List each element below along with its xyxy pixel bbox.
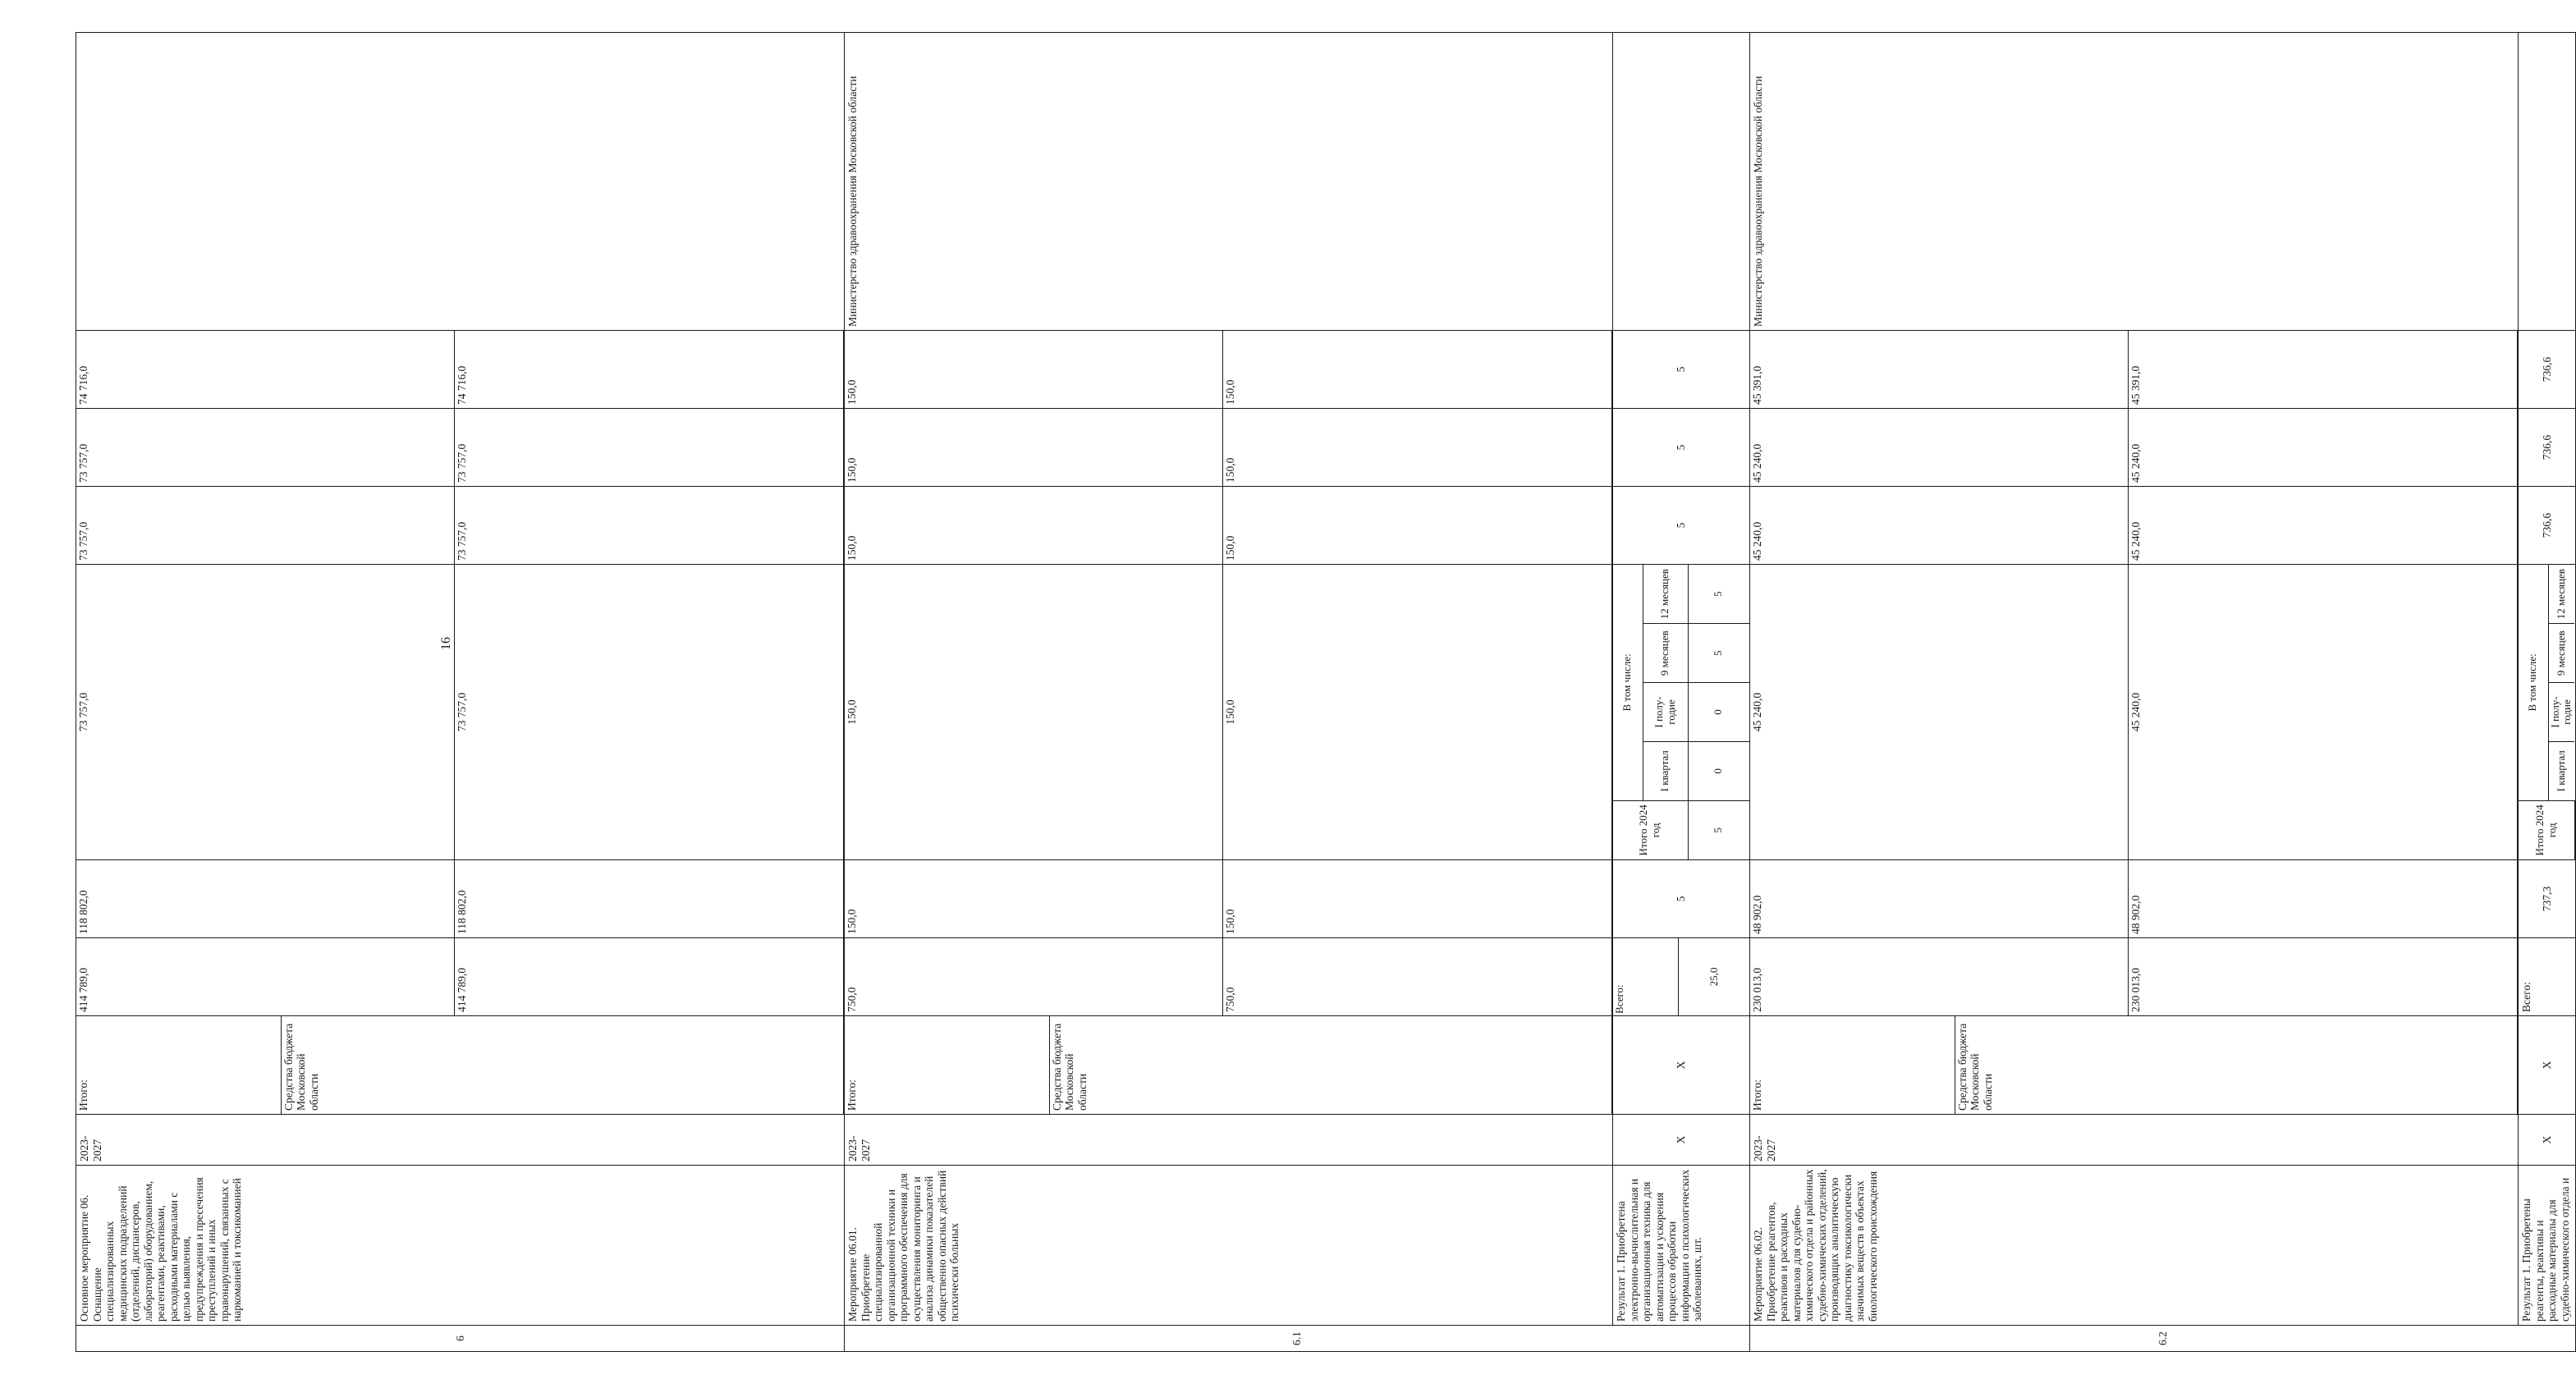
- event-name: Мероприятие 06.01. Приобретение специализированной организационной техники и программного обеспечения для осуществления мониторинга и анализа динамики показателей общественно опасных действий психически больных: [845, 1166, 1613, 1326]
- result-name: Результат 1. Приобретены реагенты, реактивы и расходные материалы для судебно-химического отдела и: [2519, 1166, 2576, 1326]
- amount-2023: 150,0 150,0: [845, 860, 1613, 938]
- responsible: [76, 33, 845, 331]
- responsible: Министерство здравоохранения Московской области: [845, 33, 1613, 331]
- rotated-table: [76, 33, 2574, 1352]
- table-row: [1613, 33, 1750, 1352]
- result-2023: 737,3: [2519, 860, 2576, 938]
- funding-source: Итого: Средства бюджета Московской области: [1750, 1016, 2519, 1115]
- amount-2027: 74 716,0 74 716,0: [76, 331, 845, 409]
- row-number: 6.2: [1750, 1326, 2576, 1352]
- result-2026: 5: [1613, 409, 1750, 487]
- page-number: 16: [439, 637, 453, 650]
- event-years: 2023-2027: [845, 1115, 1613, 1166]
- amount-2023: 48 902,0 48 902,0: [1750, 860, 2519, 938]
- result-2026: 736,6: [2519, 409, 2576, 487]
- result-2024-breakdown: Итого 2024 год В том числе: I квартал I полу-годие 9 месяцев 12 месяцев 5 0 0 5 5: [1613, 565, 1750, 860]
- amount-2024: 73 757,0 73 757,0: [76, 565, 845, 860]
- amount-2023: 118 802,0 118 802,0: [76, 860, 845, 938]
- event-name: Мероприятие 06.02. Приобретение реагентов, реактивов и расходных материалов для судебно-химического отдела и районных судебно-химических отделений, производящих аналитическую диагностику токсикологически значимых веществ в объектах биологического происхождения: [1750, 1166, 2519, 1326]
- amount-2027: 45 391,0 45 391,0: [1750, 331, 2519, 409]
- table-row: [2519, 33, 2576, 1352]
- result-2024-breakdown: Итого 2024 год В том числе: I квартал I полу-годие 9 месяцев 12 месяцев: [2519, 565, 2576, 860]
- row-number: 6: [76, 1326, 845, 1352]
- result-source: X: [2519, 1016, 2576, 1115]
- amount-2026: 45 240,0 45 240,0: [1750, 409, 2519, 487]
- amount-2026: 150,0 150,0: [845, 409, 1613, 487]
- result-total: Всего: 25,0: [1613, 938, 1750, 1016]
- total-amount: 230 013,0 230 013,0: [1750, 938, 2519, 1016]
- amount-2024: 45 240,0 45 240,0: [1750, 565, 2519, 860]
- table-row: [76, 33, 845, 1352]
- result-years: X: [1613, 1115, 1750, 1166]
- result-2027: 736,6: [2519, 331, 2576, 409]
- responsible: [2519, 33, 2576, 331]
- result-2027: 5: [1613, 331, 1750, 409]
- amount-2024: 150,0 150,0: [845, 565, 1613, 860]
- amount-2025: 73 757,0 73 757,0: [76, 487, 845, 565]
- result-total-label: Всего:: [2519, 938, 2576, 1016]
- event-name: Основное мероприятие 06. Оснащение специализированных медицинских подразделений (отделений, диспансеров, лабораторий) оборудованием, реагентами, реактивами, расходными материалами с целью выявления, предупреждения и пресечения преступлений и иных правонарушений, связанных с наркоманией и токсикоманией: [76, 1166, 845, 1326]
- table-row: [1750, 33, 2519, 1352]
- program-table: [76, 32, 2576, 1352]
- total-amount: 414 789,0 414 789,0: [76, 938, 845, 1016]
- funding-source: Итого: Средства бюджета Московской области: [76, 1016, 845, 1115]
- event-years: 2023-2027: [76, 1115, 845, 1166]
- responsible: [1613, 33, 1750, 331]
- result-years: X: [2519, 1115, 2576, 1166]
- row-number: 6.1: [845, 1326, 1750, 1352]
- event-years: 2023-2027: [1750, 1115, 2519, 1166]
- table-row: [845, 33, 1613, 1352]
- funding-source: Итого: Средства бюджета Московской области: [845, 1016, 1613, 1115]
- result-source: X: [1613, 1016, 1750, 1115]
- result-2025: 736,6: [2519, 487, 2576, 565]
- result-2023: 5: [1613, 860, 1750, 938]
- amount-2027: 150,0 150,0: [845, 331, 1613, 409]
- result-2025: 5: [1613, 487, 1750, 565]
- amount-2025: 45 240,0 45 240,0: [1750, 487, 2519, 565]
- amount-2026: 73 757,0 73 757,0: [76, 409, 845, 487]
- result-name: Результат 1. Приобретена электронно-вычислительная и организационная техника для автоматизации и ускорения процессов обработки информации о психологических заболеваниях, шт.: [1613, 1166, 1750, 1326]
- amount-2025: 150,0 150,0: [845, 487, 1613, 565]
- total-amount: 750,0 750,0: [845, 938, 1613, 1016]
- responsible: Министерство здравоохранения Московской области: [1750, 33, 2519, 331]
